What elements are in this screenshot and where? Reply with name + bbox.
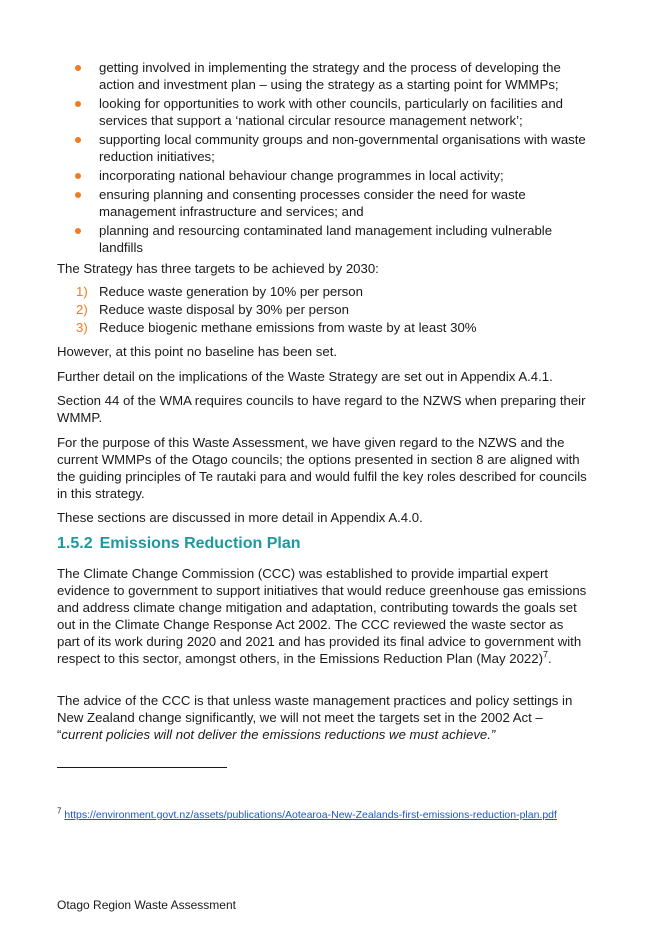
bullet-icon <box>75 65 81 71</box>
ccc-paragraph-2: The advice of the CCC is that unless waste management practices and policy settings in New Zealand change significantly, we will not meet the targets set in the 2002 Act – “current policies will not deliver the emissions reductions we must achieve.” <box>57 693 573 742</box>
bullet-icon <box>75 228 81 234</box>
footnote-link[interactable]: https://environment.govt.nz/assets/publications/Aotearoa-New-Zealands-first-emissions-reduction-plan.pdf <box>64 809 557 821</box>
ccc-paragraph-1: The Climate Change Commission (CCC) was established to provide impartial expert evidence to government to support initiatives that would reduce greenhouse gas emissions and address climate change mitigation and adaptation, contributing towards the goals set out in the Climate Change Response Act 2002. The CCC reviewed the waste sector as part of its work during 2020 and 2021 and has provided its final advice to government with respect to this sector, amongst others, in the Emissions Reduction Plan (May 2022)$^7$. <box>57 566 587 666</box>
section-heading <box>57 535 301 553</box>
section44-paragraph: Section 44 of the WMA requires councils to have regard to the NZWS when preparing their WMMP. <box>57 393 586 425</box>
list-item: getting involved in implementing the strategy and the process of developing the action and investment plan – using the strategy as a starting point for WMMPs; <box>57 59 587 93</box>
bullet-icon <box>75 137 81 143</box>
list-item: looking for opportunities to work with other councils, particularly on facilities and services that support a ‘national circular resource management network’; <box>57 95 587 129</box>
bullet-icon <box>75 192 81 198</box>
bullet-icon <box>75 101 81 107</box>
section-number: 1.5.2 <box>57 535 93 552</box>
target-item: 3) Reduce biogenic methane emissions from waste by at least 30% <box>76 320 477 335</box>
purpose-paragraph: For the purpose of this Waste Assessment, we have given regard to the NZWS and the current WMMPs of the Otago councils; the options presented in section 8 are aligned with the guiding principles of Te rautaki para and would fulfil the key roles described for councils in this strategy. <box>57 435 587 501</box>
target-number: 2) <box>76 302 88 317</box>
page-footer: Otago Region Waste Assessment <box>57 898 236 912</box>
further-detail-paragraph: Further detail on the implications of the Waste Strategy are set out in Appendix A.4.1. <box>57 369 553 384</box>
list-item: incorporating national behaviour change programmes in local activity; <box>57 167 587 184</box>
ccc-quote: current policies will not deliver the emissions reductions we must achieve.” <box>61 727 496 742</box>
footnote-divider <box>57 767 227 768</box>
target-item: 2) Reduce waste disposal by 30% per person <box>76 302 349 317</box>
footnote-ref[interactable]: 7 <box>542 649 548 660</box>
list-item: ensuring planning and consenting processes consider the need for waste management infrastructure and services; and <box>57 186 587 220</box>
target-number: 1) <box>76 284 88 299</box>
discussed-paragraph: These sections are discussed in more detail in Appendix A.4.0. <box>57 510 423 525</box>
target-number: 3) <box>76 320 88 335</box>
baseline-paragraph: However, at this point no baseline has been set. <box>57 344 338 359</box>
council-roles-list <box>57 59 587 258</box>
list-item: supporting local community groups and non-governmental organisations with waste reduction initiatives; <box>57 131 587 165</box>
targets-list <box>57 283 587 337</box>
section-title: Emissions Reduction Plan <box>99 535 301 552</box>
list-item: planning and resourcing contaminated land management including vulnerable landfills <box>57 222 587 256</box>
bullet-icon <box>75 173 81 179</box>
footnote <box>57 808 557 822</box>
footnote-marker: 7 <box>57 806 62 816</box>
target-item: 1) Reduce waste generation by 10% per person <box>76 284 363 299</box>
targets-intro: The Strategy has three targets to be achieved by 2030: <box>57 261 379 276</box>
